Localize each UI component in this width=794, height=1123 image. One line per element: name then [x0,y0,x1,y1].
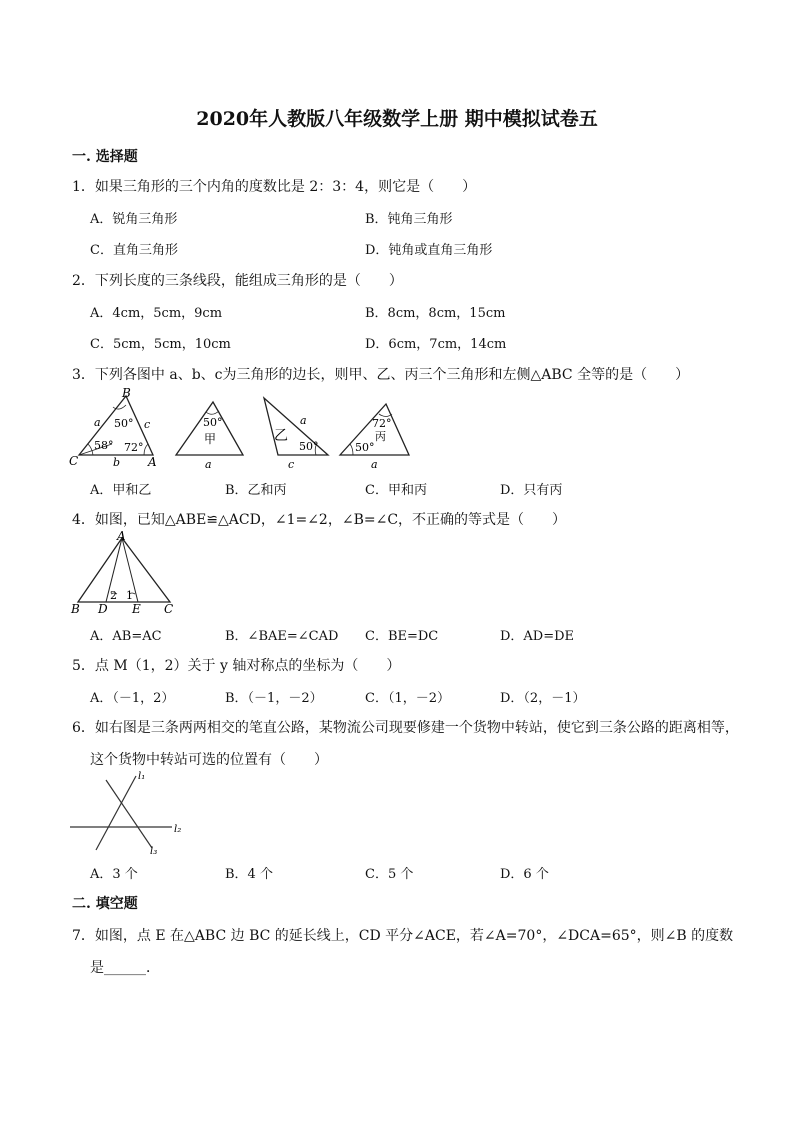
q7-stem-line1: 7．如图，点 E 在△ABC 边 BC 的延长线上，CD 平分∠ACE，若∠A=70°，∠DCA=65°，则∠B 的度数 [72,928,734,944]
bing-angle-top: 72° [372,417,392,430]
q4-vertex-b: B [71,602,80,616]
abc-side-b: b [113,456,121,469]
q3-option-a: A．甲和乙 [90,483,152,498]
q4-option-c: C．BE=DC [365,629,439,644]
road-l3-label: l₃ [150,846,158,857]
q1-option-d: D．钝角或直角三角形 [365,243,493,258]
triangle-jia [176,402,243,471]
q6-stem-line2: 这个货物中转站可选的位置有（ ） [90,752,328,768]
q4-point-e: E [132,602,141,616]
q6-option-a: A．3 个 [90,867,138,882]
q3-triangles-figure [66,386,426,472]
q4-vertex-c: C [164,602,174,616]
q3-option-d: D．只有丙 [500,483,563,498]
q6-option-b: B．4 个 [225,867,273,882]
jia-label: 甲 [204,432,217,446]
q1-option-a: A．锐角三角形 [90,212,178,227]
abc-vertex-c: C [69,454,79,468]
q5-option-d: D．（2，－1） [500,691,586,706]
abc-angle-c: 58° [94,439,114,452]
q2-option-d: D．6cm，7cm，14cm [365,337,507,352]
q3-option-c: C．甲和丙 [365,483,427,498]
q4-figure [66,529,186,618]
bing-side: a [371,458,378,471]
q2-option-b: B．8cm，8cm，15cm [365,306,506,321]
abc-angle-a: 72° [124,441,144,454]
q2-option-c: C．5cm，5cm，10cm [90,337,231,352]
q5-option-b: B．（－1，－2） [225,691,323,706]
bing-label: 丙 [375,430,386,443]
q5-option-c: C．（1，－2） [365,691,450,706]
abc-angle-b: 50° [114,417,134,430]
road-l1-label: l₁ [138,771,146,782]
q6-stem-line1: 6．如右图是三条两两相交的笔直公路，某物流公司现要修建一个货物中转站，使它到三条公路的距离相等， [72,720,739,736]
road-l2-label: l₂ [174,824,182,835]
q4-stem: 4．如图，已知△ABE≌△ACD，∠1=∠2，∠B=∠C，不正确的等式是（ ） [72,512,567,528]
yi-side-a: a [300,414,307,427]
triangle-abc [69,386,157,469]
q3-stem: 3．下列各图中 a、b、c为三角形的边长，则甲、乙、丙三个三角形和左侧△ABC 全等的是（ ） [72,367,690,383]
jia-angle: 50° [203,416,223,429]
jia-side: a [205,458,212,471]
q2-option-a: A．4cm，5cm，9cm [90,306,223,321]
q4-angle-1: 1 [126,589,133,602]
q4-option-a: A．AB=AC [90,629,162,644]
triangle-bing [340,404,409,471]
yi-side-c: c [288,458,295,471]
q1-option-c: C．直角三角形 [90,243,178,258]
q7-stem-line2: 是______． [90,960,160,976]
page-title: 2020年人教版八年级数学上册 期中模拟试卷五 [196,108,598,130]
abc-side-a: a [94,416,101,429]
abc-side-c: c [144,418,151,431]
q6-roads-figure [66,770,196,856]
q1-option-b: B．钝角三角形 [365,212,453,227]
q6-option-d: D．6 个 [500,867,549,882]
section-choice-heading: 一. 选择题 [72,149,138,165]
q2-stem: 2．下列长度的三条线段，能组成三角形的是（ ） [72,273,403,289]
q3-option-b: B．乙和丙 [225,483,287,498]
bing-angle-left: 50° [355,441,375,454]
q4-option-d: D．AD=DE [500,629,575,644]
yi-angle: 50° [299,440,319,453]
q5-stem: 5．点 M（1，2）关于 y 轴对称点的坐标为（ ） [72,658,401,674]
abc-vertex-b: B [122,386,131,400]
q4-angle-2: 2 [110,589,117,602]
yi-label: 乙 [274,428,288,444]
abc-vertex-a: A [148,455,157,469]
q4-vertex-a: A [117,529,126,543]
q4-option-b: B．∠BAE=∠CAD [225,629,339,644]
q4-point-d: D [98,602,108,616]
q6-option-c: C．5 个 [365,867,414,882]
q5-option-a: A．（－1，2） [90,691,175,706]
road-l1 [96,776,136,850]
triangle-yi [264,398,328,471]
q1-stem: 1．如果三角形的三个内角的度数比是 2：3：4，则它是（ ） [72,179,477,195]
section-fill-heading: 二. 填空题 [72,896,138,912]
